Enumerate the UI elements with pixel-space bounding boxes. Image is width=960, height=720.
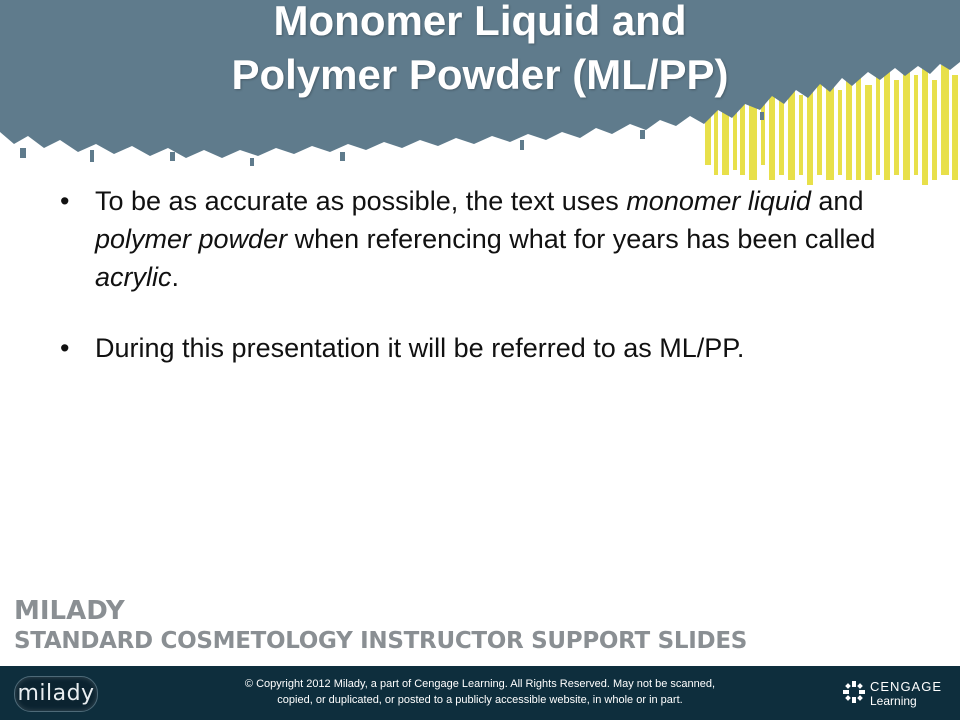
milady-branding	[14, 596, 747, 656]
cengage-star-icon	[842, 680, 866, 704]
bullet-item	[60, 182, 880, 296]
bullet-text: To be as accurate as possible, the text uses	[95, 186, 627, 216]
bullet-item	[60, 329, 880, 367]
cengage-logo	[842, 678, 952, 710]
bullet-italic-term: monomer liquid	[626, 186, 811, 216]
copyright-line: copied, or duplicated, or posted to a publicly accessible website, in whole or in part.	[277, 694, 683, 706]
bullet-text: .	[171, 262, 180, 292]
bullet-text: During this presentation it will be referred to as ML/PP.	[95, 333, 745, 363]
cengage-wordmark: CENGAGE	[870, 679, 943, 694]
milady-logo: milady	[14, 676, 98, 712]
slide-title	[0, 0, 960, 102]
bullet-marker: •	[60, 333, 70, 363]
copyright-notice	[180, 676, 780, 708]
footer-bar	[0, 666, 960, 720]
bullet-list	[60, 182, 880, 400]
bullet-marker: •	[60, 186, 70, 216]
bullet-italic-term: polymer powder	[95, 224, 288, 254]
bullet-text: when referencing what for years has been called	[287, 224, 876, 254]
bullet-italic-term: acrylic	[95, 262, 172, 292]
title-line-2: Polymer Powder (ML/PP)	[231, 51, 729, 98]
copyright-line: © Copyright 2012 Milady, a part of Cengage Learning. All Rights Reserved. May not be scanned,	[244, 678, 716, 690]
brand-title: MILADY	[14, 596, 125, 626]
title-line-1: Monomer Liquid and	[273, 0, 687, 44]
brand-subtitle: STANDARD COSMETOLOGY INSTRUCTOR SUPPORT SLIDES	[14, 628, 747, 654]
bullet-text: and	[810, 186, 864, 216]
cengage-sub-wordmark: Learning	[870, 694, 917, 708]
